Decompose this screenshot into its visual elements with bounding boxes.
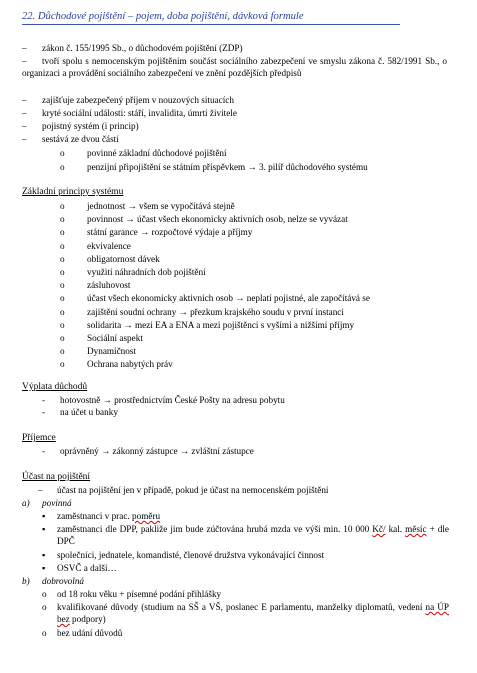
recipient-item: oprávněný → zákonný zástupce → zvláštní zástupce [60,446,254,456]
square-bullet: ▪ [42,524,46,534]
participation-b-item: od 18 roku věku + písemné podání přihlášky [57,589,222,599]
participation-a-item: zaměstnanci v prac. poměru [57,511,161,521]
circle-bullet: o [60,253,65,264]
principle-item: jednotnost → všem se vypočítává stejně [87,201,235,211]
principle-item: Dynamičnost [87,346,136,357]
participation-lead: účast na pojištění jen v případě, pokud je účast na nemocenském pojištění [57,485,329,495]
circle-bullet: o [60,293,65,304]
intro-law: zákon č. 155/1995 Sb., o důchodovém pojištění (ZDP) [42,43,243,53]
dash-marker: - [42,446,46,456]
intro-part-2: penzijní připojištění se státním příspěvkem → 3. pilíř důchodového systému [87,162,368,172]
principle-item: Sociální aspekt [87,333,143,343]
square-bullet: ▪ [42,550,46,560]
participation-b-title: dobrovolná [42,576,85,586]
section-title-payout: Výplata důchodů [22,382,88,392]
participation-a-title: povinná [42,498,72,508]
participation-a-item: společníci, jednatele, komandisté, členové družstva vykonávající činnost [57,550,325,560]
circle-bullet: o [60,306,65,317]
intro-part-1: povinné základní důchodové pojištění [87,148,227,158]
square-bullet: ▪ [42,511,46,521]
dash-marker: - [42,395,46,405]
section-title-recipient: Příjemce [22,433,56,443]
participation-b-item: bez udání důvodů [57,628,123,638]
dash-marker: – [38,485,43,495]
dash-marker: – [22,56,27,66]
principle-item: ekvivalence [87,240,131,251]
participation-b-item: kvalifikované důvody (studium na SŠ a VŠ, poslanec E parlamentu, manželky diplomatů, vedení na ÚP bez podpory) [57,602,449,624]
dash-marker: – [22,95,27,105]
intro-part-of-social-security: tvoří spolu s nemocenským pojištěním součást sociálního zabezpečení ve smyslu zákona č. 582/1991 Sb., o organizaci a provádění sociálního zabezpečení ve znění pozdějších předpisů [22,56,447,78]
payout-item: hotovostně → prostřednictvím České Pošty na adresu pobytu [60,395,285,405]
circle-bullet: o [60,227,65,238]
circle-bullet: o [60,267,65,277]
participation-a-item: zaměstnanci dle DPP, pakliže jim bude zúčtována hrubá mzda ve výši min. 10 000 Kč/ kal. měsíc + dle DPČ [57,524,449,546]
list-label-b: b) [22,576,30,586]
principle-item: státní garance → rozpočtové výdaje a příjmy [87,227,253,238]
section-title-principles: Základní principy systému [22,187,124,197]
circle-bullet: o [42,628,47,638]
dash-marker: – [22,108,27,118]
circle-bullet: o [60,240,65,251]
dash-marker: – [22,121,27,131]
list-label-a: a) [22,498,30,508]
principle-item: solidarita → mezi EA a ENA a mezi pojištěnci s vyšími a nižšími příjmy [87,319,355,330]
principle-item: zásluhovost [87,280,131,291]
principle-item: zajištění soudní ochrany → přezkum krajského soudu v první instanci [87,306,344,317]
intro-secures: zajišťuje zabezpečený příjem v nouzových situacích [42,95,234,105]
circle-bullet: o [42,589,47,599]
principle-item: využití náhradních dob pojištění [87,267,206,277]
square-bullet: ▪ [42,563,46,573]
circle-bullet: o [60,280,65,291]
circle-bullet: o [60,148,65,158]
dash-marker: - [42,407,46,417]
principle-item: povinnost → účast všech ekonomicky aktivních osob, nelze se vyvázat [87,214,348,225]
circle-bullet: o [42,602,47,612]
circle-bullet: o [60,346,65,357]
intro-parts: sestává ze dvou částí [42,134,119,144]
circle-bullet: o [60,201,65,211]
circle-bullet: o [60,162,65,172]
dash-marker: – [22,134,27,144]
payout-item: na účet u banky [60,407,118,417]
dash-marker: – [22,43,27,53]
intro-events: kryté sociální události: stáří, invalidita, úmrtí živitele [42,108,237,118]
principle-item: obligatornost dávek [87,253,160,264]
intro-system: pojistný systém (i princip) [42,121,139,131]
circle-bullet: o [60,319,65,330]
principle-item: účast všech ekonomicky aktivních osob → neplatí pojistné, ale započítává se [87,293,370,304]
participation-a-item: OSVČ a další… [57,563,117,573]
circle-bullet: o [60,214,65,225]
circle-bullet: o [60,333,65,343]
section-title-participation: Účast na pojištění [22,472,91,482]
principle-item: Ochrana nabytých práv [87,359,173,370]
page-heading: 22. Důchodové pojištění – pojem, doba pojištění, dávková formule [22,11,400,25]
circle-bullet: o [60,359,65,370]
